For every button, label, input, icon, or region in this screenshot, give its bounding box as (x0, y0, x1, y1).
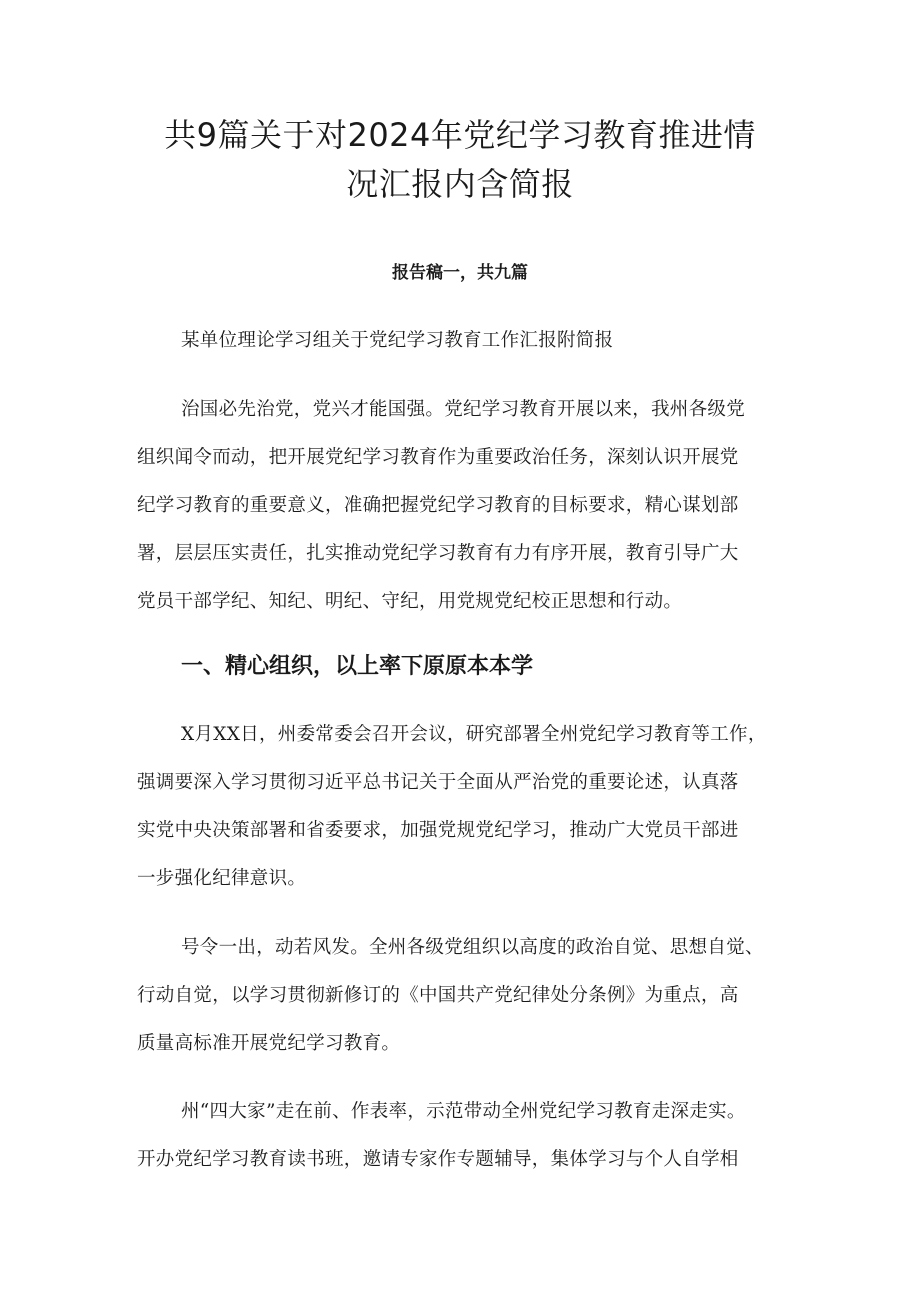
paragraph-1-line-2: 组织闻令而动，把开展党纪学习教育作为重要政治任务，深刻认识开展党 (137, 447, 739, 468)
paragraph-2-line-2: 强调要深入学习贯彻习近平总书记关于全面从严治党的重要论述，认真落 (137, 772, 739, 793)
paragraph-1-line-3: 纪学习教育的重要意义，准确把握党纪学习教育的目标要求，精心谋划部 (137, 495, 739, 516)
paragraph-1-line-1: 治国必先治党，党兴才能国强。党纪学习教育开展以来，我州各级党 (181, 399, 746, 420)
document-subtitle: 报告稿一，共九篇 (392, 263, 528, 283)
intro-line: 某单位理论学习组关于党纪学习教育工作汇报附简报 (181, 330, 614, 351)
paragraph-1-line-4: 署，层层压实责任，扎实推动党纪学习教育有力有序开展，教育引导广大 (137, 543, 739, 564)
paragraph-2-line-1: X月XX日，州委常委会召开会议，研究部署全州党纪学习教育等工作， (181, 724, 767, 745)
paragraph-3-line-1: 号令一出，动若风发。全州各级党组织以高度的政治自觉、思想自觉、 (181, 937, 764, 958)
paragraph-4-line-2: 开办党纪学习教育读书班，邀请专家作专题辅导，集体学习与个人自学相 (137, 1149, 739, 1170)
paragraph-2-line-3: 实党中央决策部署和省委要求，加强党规党纪学习，推动广大党员干部进 (137, 820, 739, 841)
paragraph-3-line-3: 质量高标准开展党纪学习教育。 (137, 1033, 401, 1054)
paragraph-4-line-1: 州“四大家”走在前、作表率，示范带动全州党纪学习教育走深走实。 (181, 1101, 746, 1122)
section-heading: 一、精心组织，以上率下原原本本学 (181, 654, 534, 679)
document-title-line-2: 况汇报内含简报 (346, 165, 574, 203)
paragraph-3-line-2: 行动自觉，以学习贯彻新修订的《中国共产党纪律处分条例》为重点，高 (137, 985, 739, 1006)
paragraph-2-line-4: 一步强化纪律意识。 (137, 868, 307, 889)
paragraph-1-line-5: 党员干部学纪、知纪、明纪、守纪，用党规党纪校正思想和行动。 (137, 591, 683, 612)
document-title-line-1: 共9篇关于对2024年党纪学习教育推进情 (164, 116, 756, 154)
